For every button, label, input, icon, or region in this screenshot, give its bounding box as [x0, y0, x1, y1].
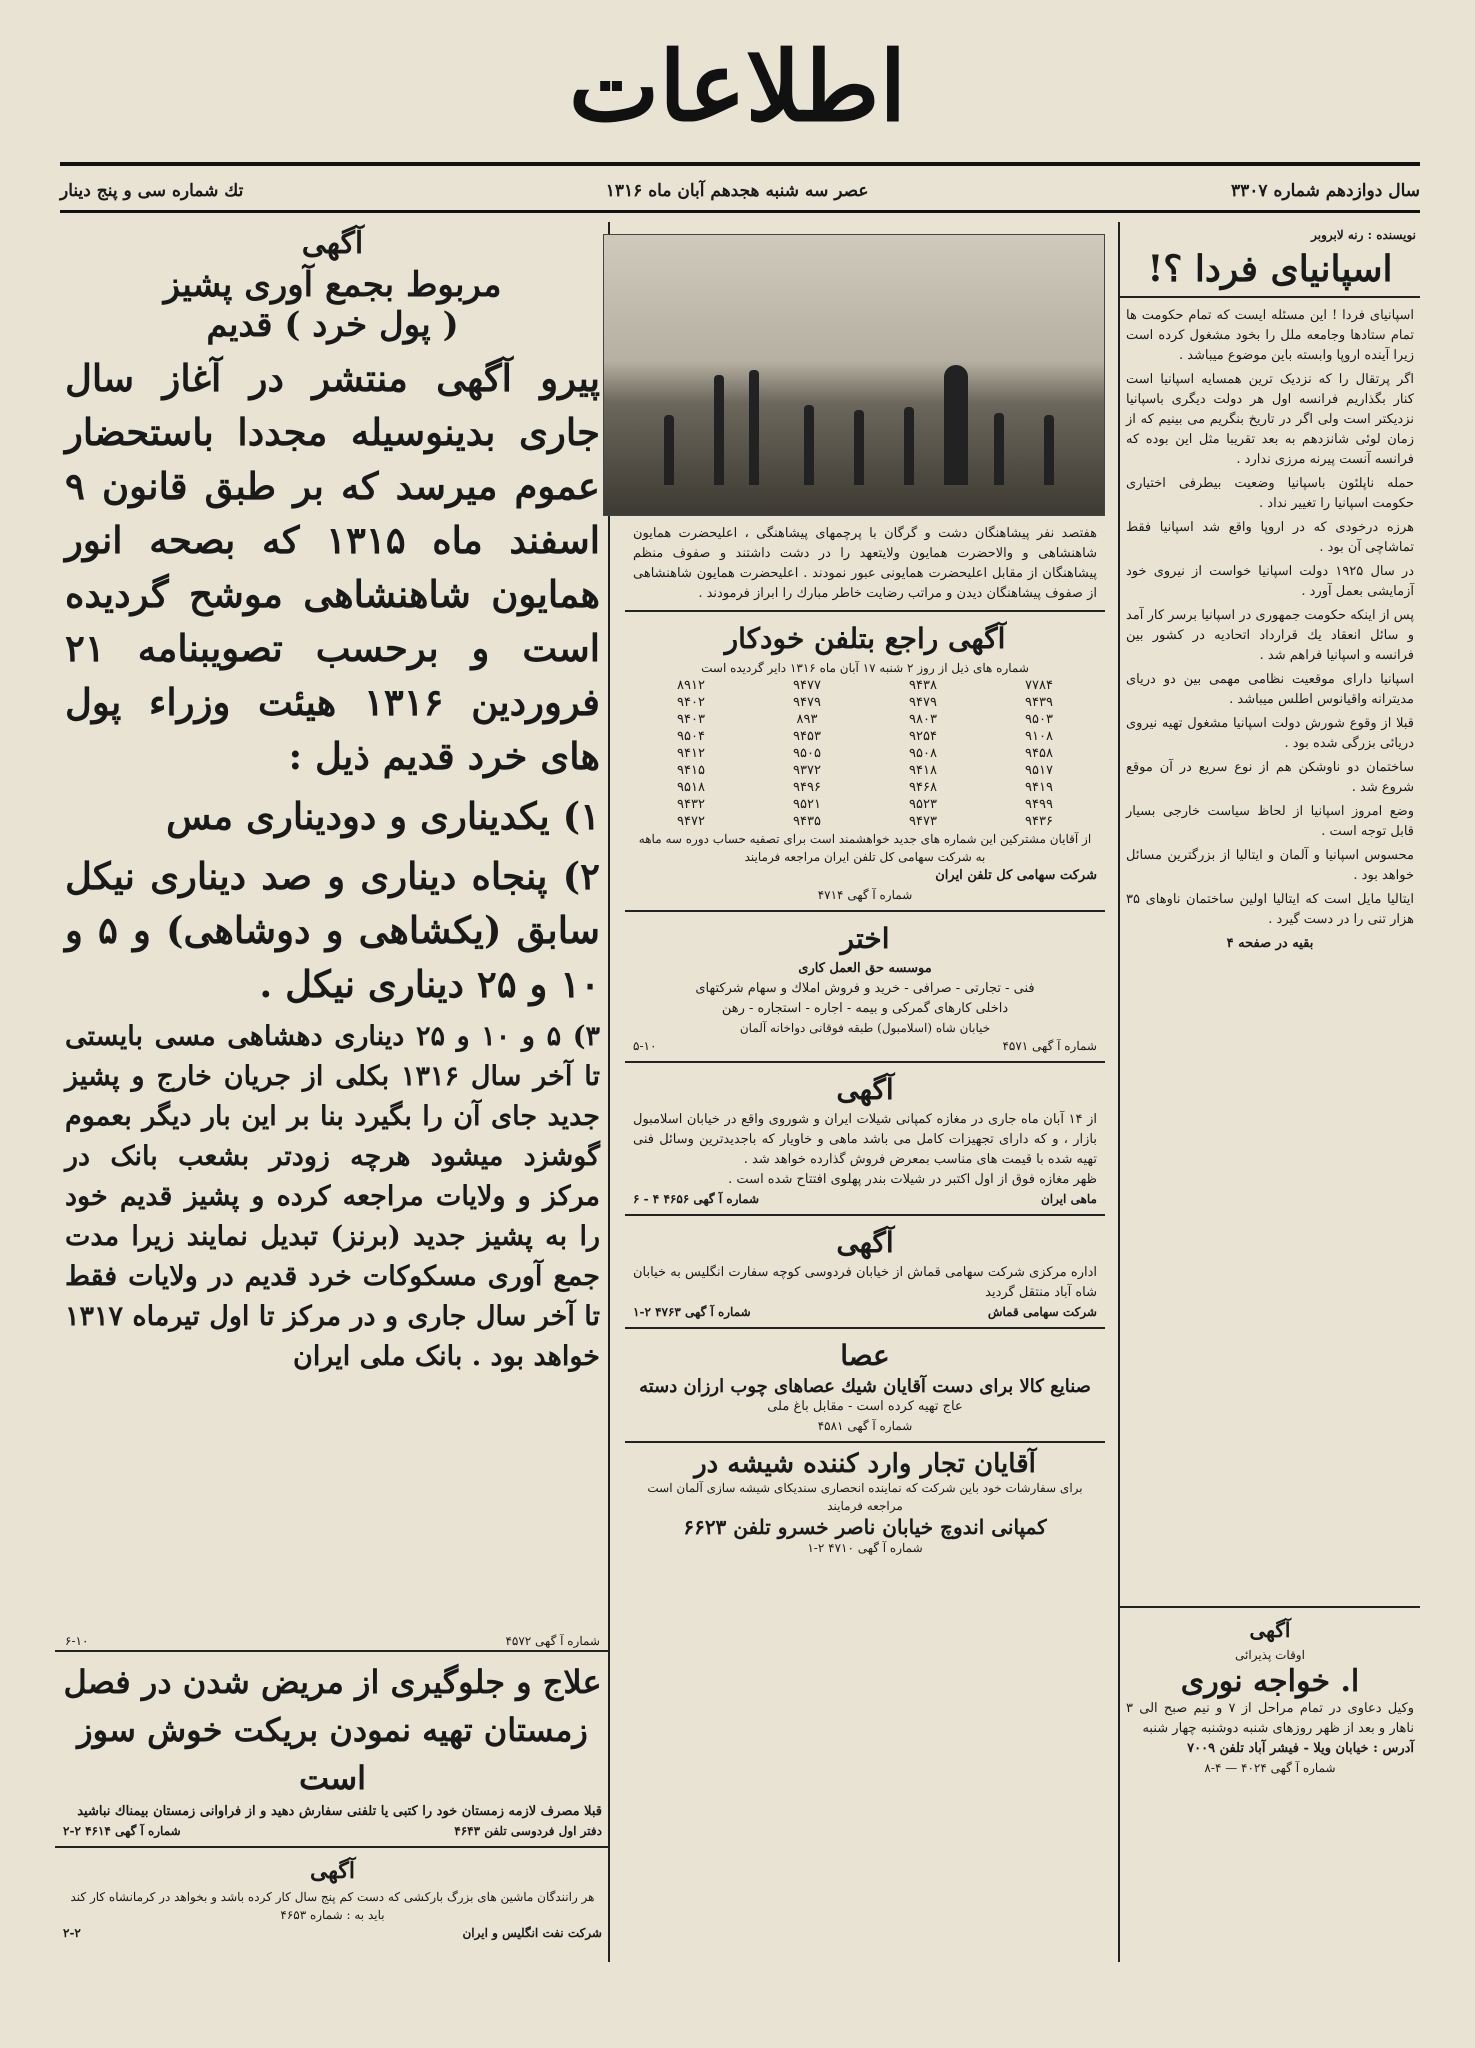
phone-number-table [633, 677, 1097, 830]
notice-paragraph: ۱) یکدیناری و دودیناری مس [166, 794, 600, 838]
ad-text: وکیل دعاوی در تمام مراحل از ۷ و نیم صبح الی ۳ ناهار و بعد از ظهر روزهای شنبه دوشنبه چهار شنبه [1126, 1701, 1415, 1736]
article-paragraph: اسپانیا دارای موقعیت نظامی مهمی بین دو دریای مدیترانه واقیانوس اطلس میباشد . [1126, 672, 1414, 707]
table-cell: ۹۴۷۷ [793, 678, 821, 693]
akhtar-ad [625, 912, 1105, 1063]
left-column [55, 222, 610, 1948]
table-cell: ۹۴۱۸ [909, 763, 937, 778]
table-cell: ۹۵۱۷ [1025, 763, 1053, 778]
article-paragraph: ایتالیا مایل است که ایتالیا اولین ساختمان ناوهای ۳۵ هزار تنی را در دست گیرد . [1126, 892, 1414, 927]
article-author: نویسنده : رنه لابروبر [1311, 228, 1416, 242]
ad-text: از ۱۴ آبان ماه جاری در مغازه کمپانی شیلات ایران و شوروی واقع در خیابان اسلامبول بازار ، و که دارای تجهیزات کامل می باشد ماهی و خاویار که باجدیدترین وسائل فنی تهیه شده با قیمت های مناسب بمعرض فروش گذارده خواهد شد . [633, 1112, 1097, 1167]
top-rule [60, 162, 1420, 166]
ad-ref: شماره آ گهی ۴۷۱۴ [817, 888, 913, 902]
table-row [633, 711, 1097, 728]
table-cell: ۹۴۵۳ [793, 729, 821, 744]
masthead-title: اطلاعات [568, 30, 907, 143]
ad-title: آگهی راجع بتلفن خودکار [724, 622, 1006, 655]
table-cell: ۹۳۷۲ [793, 763, 821, 778]
bottom-rule [60, 210, 1420, 213]
ad-signature: شرکت سهامی کل تلفن ایران [935, 868, 1097, 883]
table-cell: ۹۱۰۸ [1025, 729, 1053, 744]
table-cell: ۹۵۰۵ [793, 746, 821, 761]
ad-sub: اوقات پذیرائی [1235, 1648, 1305, 1662]
ad-text: ظهر مغازه فوق از اول اکتبر در شیلات بندر پهلوی افتتاح شده است . [728, 1172, 1097, 1187]
ad-title: آگهی [309, 1858, 356, 1884]
article-paragraph: حمله ناپلئون باسپانیا وضعیت بیطرفی اختیاری حکومت اسپانیا را تغییر نداد . [1126, 476, 1414, 511]
ad-company: کمپانی اندوچ خیابان ناصر خسرو تلفن ۶۶۲۳ [683, 1515, 1047, 1539]
article-paragraph: اسپانیای فردا ! این مسئله ایست که تمام حکومت ها تمام ستادها وجامعه ملل را بخود مشغول کرده است زیرا آینده اروپا وابسته باین موضوع میباشد . [1126, 308, 1414, 363]
ad-address: خیابان شاه (اسلامبول) طبقه فوقانی دواخانه آلمان [739, 1021, 991, 1035]
ad-address: دفتر اول فردوسی تلفن ۴۶۴۳ [454, 1824, 602, 1838]
table-cell: ۹۵۰۳ [1025, 712, 1053, 727]
photo-figure [904, 407, 914, 485]
table-cell: ۹۴۶۸ [909, 780, 937, 795]
article-paragraph: قبلا از وقوع شورش دولت اسپانیا مشغول تهیه نیروی دریائی بزرگی شده بود . [1126, 716, 1414, 751]
table-cell: ۹۴۱۵ [677, 763, 705, 778]
news-photo [603, 234, 1105, 516]
table-cell: ۹۴۳۶ [1025, 814, 1053, 829]
article-headline: اسپانیای فردا ؟! [1120, 248, 1420, 298]
ad-ref: شماره آ گهی ۴۷۱۰ ۲-۱ [807, 1541, 923, 1555]
ad-line: داخلی کارهای گمرکی و بیمه - اجاره - استجاره - رهن [721, 1001, 1009, 1016]
textile-ad [625, 1216, 1105, 1329]
notice-title: مربوط بجمع آوری پشیز [163, 265, 502, 305]
table-cell: ۹۴۱۹ [1025, 780, 1053, 795]
issue-date: عصر سه شنبه هجدهم آبان ماه ۱۳۱۶ [605, 181, 869, 201]
ad-text: برای سفارشات خود باین شرکت که نماینده انحصاری سندیکای شیشه سازی آلمان است مراجعه فرمایند [647, 1481, 1083, 1513]
ad-label: آگهی [1249, 1618, 1291, 1642]
table-row [633, 779, 1097, 796]
article-paragraph: هرزه درخودی که در اروپا واقع شد اسپانیا فقط تماشاچی آن بود . [1126, 520, 1414, 555]
table-cell: ۹۴۹۶ [793, 780, 821, 795]
table-cell: ۹۴۱۲ [677, 746, 705, 761]
ad-text: هر رانندگان ماشین های بزرگ بارکشی که دست کم پنج سال کار کرده باشد و بخواهد در کرمانشاه کار کند باید به : شماره ۴۶۵۳ [70, 1890, 595, 1922]
table-cell: ۹۵۱۸ [677, 780, 705, 795]
ad-ref: شماره آ گهی ۴۷۶۳ ۲-۱ [633, 1305, 751, 1319]
ad-code: ۵-۱۰ [633, 1039, 657, 1053]
ad-ref: شماره آ گهی ۴۵۸۱ [817, 1419, 913, 1433]
ad-signature: شرکت سهامی قماش [987, 1305, 1097, 1319]
photo-caption: هفتصد نفر پیشاهنگان دشت و گرگان با پرچمهای پیشاهنگی ، اعلیحضرت همایون شاهنشاهی و والاحضرت همایون ولایتعهد را در دشت داشتند و صفوف منظم پیشاهنگان از مقابل اعلیحضرت همایونی عبور نمودند . اعلیحضرت همایون شاهنشاهی از صفوف پیشاهنگان دیدن و مراتب رضایت خاطر مبارك را ابراز فرمودند . [633, 526, 1097, 601]
table-cell: ۹۴۰۳ [677, 712, 705, 727]
cane-ad [625, 1329, 1105, 1443]
table-cell: ۹۵۲۱ [793, 797, 821, 812]
article-paragraph: اگر پرتقال را که نزدیک ترین همسایه اسپانیا است کنار بگذاریم فرانسه اول هر دولت دیگری باسپانیا نزدیکتر است ولی اگر در تاریخ بنگریم می بینیم که از زمان لوئی شانزدهم به بعد تقریبا مثل این بوده که فرانسه آنست پیرنه مرزی ندارد . [1126, 372, 1414, 467]
ad-line: فنی - تجارتی - صرافی - خرید و فروش املاك و سهام شرکتهای [695, 981, 1035, 996]
table-cell: ۹۴۷۲ [677, 814, 705, 829]
table-cell: ۹۴۳۸ [909, 678, 937, 693]
notice-paragraph: ۲) پنجاه دیناری و صد دیناری نیکل سابق (یکشاهی و دوشاهی) و ۵ و ۱۰ و ۲۵ دیناری نیکل . [65, 854, 601, 1006]
table-cell: ۹۲۵۴ [909, 729, 937, 744]
table-cell: ۹۴۷۳ [909, 814, 937, 829]
ad-signature: شرکت نفت انگلیس و ایران [462, 1926, 602, 1940]
dateline [60, 176, 1420, 206]
article-paragraph: محسوس اسپانیا و آلمان و ایتالیا از بزرگترین مسائل خواهد بود . [1126, 848, 1414, 883]
ad-text: قبلا مصرف لازمه زمستان خود را کتبی یا تلفنی سفارش دهید و از فراوانی زمستان بیمناك نباشید [77, 1804, 602, 1819]
ad-title: آگهی [836, 1226, 894, 1259]
article-paragraph: وضع امروز اسپانیا از لحاظ سیاست خارجی بسیار قابل توجه است . [1126, 804, 1414, 839]
article-paragraph: در سال ۱۹۲۵ دولت اسپانیا خواست از نیروی خود آزمایشی بعمل آورد . [1126, 564, 1414, 599]
notice-subtitle: ( پول خرد ) قدیم [206, 305, 459, 345]
table-row [633, 745, 1097, 762]
ad-signature: ماهی ایران [1040, 1192, 1097, 1206]
notice-ref: شماره آ گهی ۴۵۷۲ [505, 1634, 600, 1648]
table-cell: ۹۴۵۸ [1025, 746, 1053, 761]
table-row [633, 796, 1097, 813]
ad-ref: شماره آ گهی ۴۵۷۱ [1002, 1039, 1097, 1053]
ad-title: آگهی [836, 1073, 894, 1106]
ad-text: صنایع کالا برای دست آقایان شیك عصاهای چوب ارزان دسته [639, 1376, 1091, 1397]
notice-code: ۶-۱۰ [65, 1634, 89, 1648]
ad-title: علاج و جلوگیری از مریض شدن در فصل زمستان تهیه نمودن بریکت خوش سوز است [63, 1663, 602, 1797]
article-paragraph: پس از اینکه حکومت جمهوری در اسپانیا برسر کار آمد و سائل انعقاد یك قرارداد اتحادیه در کشور بین فرانسه و اسپانیا فراهم شد . [1126, 608, 1414, 663]
briquette-ad [55, 1652, 610, 1848]
table-cell: ۹۸۰۳ [909, 712, 937, 727]
table-cell: ۹۵۰۸ [909, 746, 937, 761]
photo-figure [1044, 415, 1054, 485]
table-row [633, 813, 1097, 830]
article-paragraph: ساختمان دو ناوشکن هم از نوع سریع در آن موقع شروع شد . [1126, 760, 1414, 795]
lawyer-ad [1120, 1606, 1420, 1783]
photo-figure [944, 365, 968, 485]
table-row [633, 762, 1097, 779]
photo-figure [994, 413, 1004, 485]
table-row [633, 728, 1097, 745]
table-cell: ۹۴۹۹ [1025, 797, 1053, 812]
notice-label: آگهی [301, 226, 364, 261]
ad-ref: ۲-۲ [63, 1926, 81, 1940]
table-cell: ۹۵۰۴ [677, 729, 705, 744]
table-row [633, 677, 1097, 694]
photo-figure [664, 415, 674, 485]
ad-ref: شماره آ گهی ۴۶۵۶ ۴ - ۶ [633, 1192, 760, 1206]
right-column [1120, 222, 1420, 1783]
table-cell: ۷۷۸۴ [1025, 678, 1053, 693]
table-cell: ۹۴۷۹ [909, 695, 937, 710]
issue-price: تك شماره سی و پنج دینار [60, 181, 244, 201]
issue-number: سال دوازدهم شماره ۳۳۰۷ [1231, 181, 1420, 201]
table-row [633, 694, 1097, 711]
bank-notice [55, 222, 610, 1632]
ad-text: اداره مرکزی شرکت سهامی قماش از خیابان فردوسی کوچه سفارت انگلیس به خیابان شاه آباد منتقل گردید [633, 1265, 1097, 1300]
glass-ad [625, 1443, 1105, 1563]
ad-address: آدرس : خیابان ویلا - فیشر آباد تلفن ۷۰۰۹ [1187, 1741, 1414, 1756]
oil-company-ad [55, 1848, 610, 1948]
ad-title: آقایان تجار وارد کننده شیشه در [694, 1449, 1036, 1479]
ad-title: عصا [840, 1339, 890, 1372]
ad-ref: شماره آ گهی ۴۶۱۴ ۲-۲ [63, 1824, 181, 1838]
ad-text: عاج تهیه کرده است - مقابل باغ ملی [767, 1399, 963, 1414]
telephone-ad [625, 610, 1105, 912]
ad-subtitle: موسسه حق العمل کاری [798, 961, 932, 976]
table-cell: ۸۹۱۲ [677, 678, 705, 693]
photo-figure [749, 370, 759, 485]
notice-paragraph: ۳) ۵ و ۱۰ و ۲۵ دیناری دهشاهی مسی بایستی تا آخر سال ۱۳۱۶ بکلی از جریان خارج و پشیز جدید جای آن را بگیرد بنا بر این بار دیگر بعموم گوشزد میشود هرچه زودتر بشعب بانک در مرکز و ولایات مراجعه کرده و پشیز قدیم خود را به پشیز جدید (برنز) تبدیل نمایند زیرا مدت جمع آوری مسکوکات خرد قدیم در ولایات فقط تا آخر سال جاری و در مرکز تا اول تیرماه ۱۳۱۷ خواهد بود . بانک ملی ایران [65, 1021, 600, 1372]
table-cell: ۹۴۳۲ [677, 797, 705, 812]
ad-ref: شماره آ گهی ۴۰۲۴ — ۴-۸ [1204, 1761, 1336, 1775]
ad-note: از آقایان مشترکین این شماره های جدید خواهشمند است برای تصفیه حساب دوره سه ماهه به شرکت سهامی کل تلفن ایران مراجعه فرمایند [638, 832, 1092, 864]
table-cell: ۹۴۰۲ [677, 695, 705, 710]
table-cell: ۹۴۳۹ [1025, 695, 1053, 710]
ad-title: اختر [840, 922, 890, 955]
fishery-ad [625, 1063, 1105, 1216]
table-cell: ۹۴۳۵ [793, 814, 821, 829]
photo-figure [714, 375, 724, 485]
article-body [1120, 298, 1420, 1606]
middle-column [625, 222, 1105, 1563]
table-cell: ۸۹۳ [796, 712, 818, 727]
table-cell: ۹۵۲۳ [909, 797, 937, 812]
table-cell: ۹۴۷۹ [793, 695, 821, 710]
ad-intro: شماره های ذیل از روز ۲ شنبه ۱۷ آبان ماه ۱۳۱۶ دایر گردیده است [701, 661, 1029, 675]
continued-note: بقیه در صفحه ۴ [1226, 936, 1314, 951]
photo-figure [804, 405, 814, 485]
notice-paragraph: پیرو آگهی منتشر در آغاز سال جاری بدینوسیله مجددا باستحضار عموم میرسد که بر طبق قانون ۹ اسفند ماه ۱۳۱۵ که بصحه انور همایون شاهنشاهی موشح گردیده است و برحسب تصویبنامه ۲۱ فروردین ۱۳۱۶ هیئت وزراء پول های خرد قدیم ذیل : [65, 356, 600, 778]
photo-figure [854, 410, 864, 485]
ad-name: ا. خواجه نوری [1180, 1664, 1360, 1699]
